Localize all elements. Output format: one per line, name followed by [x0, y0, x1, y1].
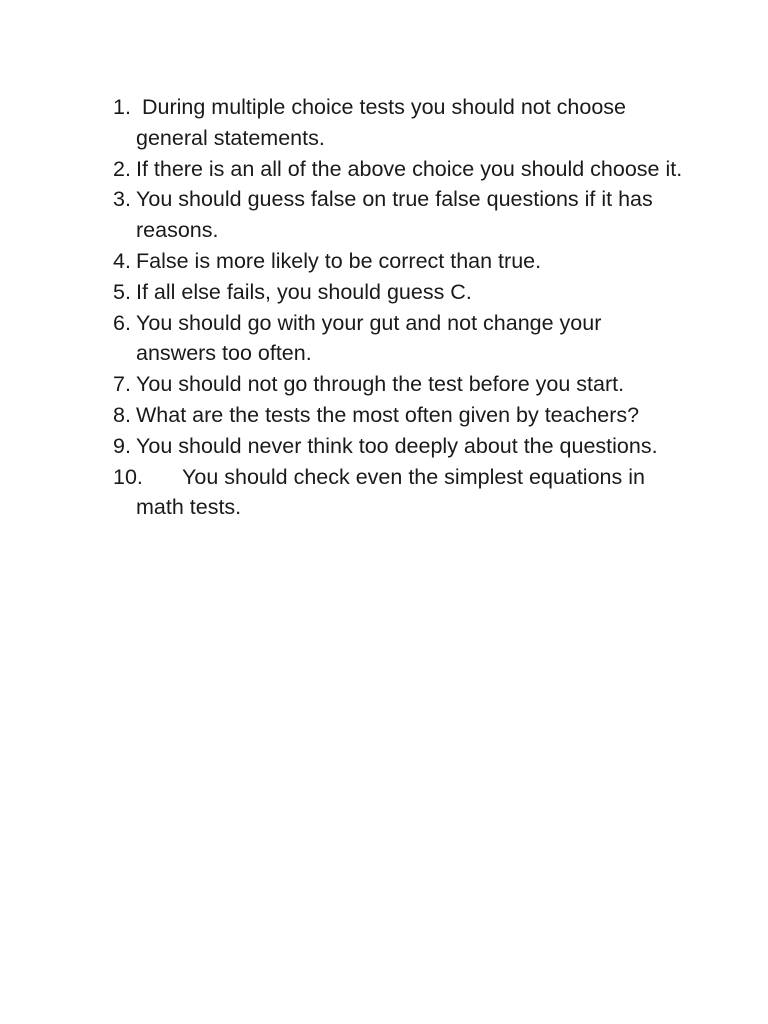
list-item-number: 8.: [113, 402, 131, 427]
list-item-number: 6.: [113, 310, 131, 335]
numbered-list: [113, 92, 683, 523]
list-item-number: 5.: [113, 279, 131, 304]
list-item-text: If there is an all of the above choice you should choose it.: [136, 156, 683, 181]
list-item-number: 4.: [113, 248, 131, 273]
list-item: [113, 92, 683, 154]
list-item-text: During multiple choice tests you should not choose general statements.: [136, 95, 632, 150]
list-item-text: You should not go through the test before you start.: [136, 372, 625, 397]
list-item: [113, 400, 683, 431]
list-item-text: You should never think too deeply about the questions.: [136, 433, 658, 458]
list-item-number: 3.: [113, 187, 131, 212]
list-item: [113, 462, 683, 524]
list-item: [113, 154, 683, 185]
list-item-number: 7.: [113, 372, 131, 397]
list-item-text: You should go with your gut and not change your answers too often.: [136, 310, 602, 366]
list-item-number: 10.: [113, 464, 143, 489]
list-item: [113, 431, 683, 462]
list-item-number: 2.: [113, 156, 131, 181]
list-item: [113, 308, 683, 370]
list-item-text: If all else fails, you should guess C.: [136, 279, 472, 304]
list-item-text: You should guess false on true false questions if it has reasons.: [136, 187, 653, 243]
list-item: [113, 246, 683, 277]
list-item: [113, 277, 683, 308]
list-item-text: False is more likely to be correct than true.: [136, 248, 542, 273]
list-item-text: What are the tests the most often given by teachers?: [136, 402, 640, 427]
list-item: [113, 184, 683, 246]
list-item-number: 9.: [113, 433, 131, 458]
list-item: [113, 369, 683, 400]
list-item-text: You should check even the simplest equations in math tests.: [136, 464, 645, 520]
list-item-number: 1.: [113, 95, 131, 119]
